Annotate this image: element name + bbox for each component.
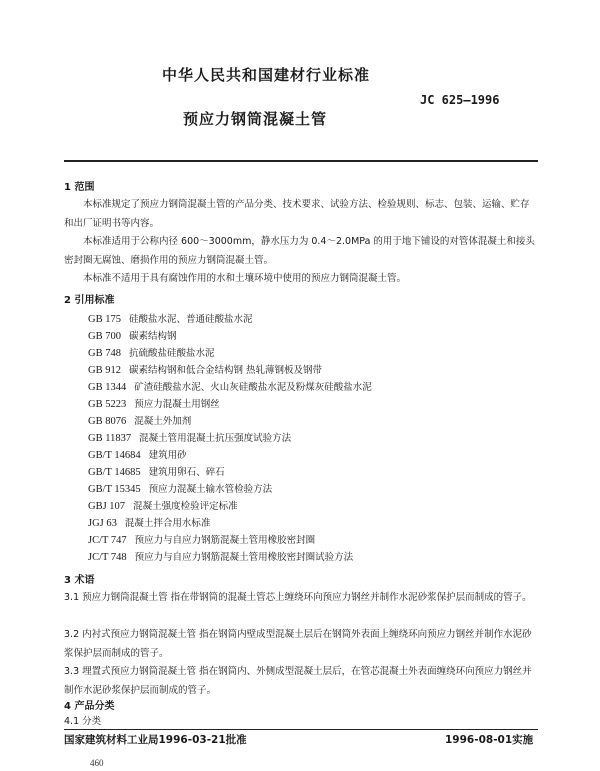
section-3-heading: 3 术语	[64, 575, 95, 586]
section-2-heading: 2 引用标准	[64, 295, 115, 306]
reference-title: 混凝土外加剂	[134, 416, 192, 427]
reference-title: 碳素结构钢	[128, 331, 177, 342]
term-3-2: 3.2 内衬式预应力钢筒混凝土管 指在钢筒内壁成型混凝土层后在钢筒外表面上缠绕环向预应力钢丝并制作水泥砂浆保护层而制成的管子。	[64, 629, 532, 659]
reference-code: JGJ 63	[88, 518, 117, 529]
subsection-4-1: 4.1 分类	[64, 716, 102, 727]
issuing-body: 中华人民共和国建材行业标准	[162, 66, 371, 84]
reference-code: GBJ 107	[88, 501, 126, 512]
reference-code: GB 912	[88, 365, 121, 376]
reference-title: 预应力混凝土用钢丝	[134, 399, 220, 410]
reference-code: GB/T 15345	[88, 484, 141, 495]
reference-code: GB 1344	[88, 382, 127, 393]
reference-item	[88, 481, 272, 495]
reference-title: 抗硫酸盐硅酸盐水泥	[128, 348, 215, 359]
reference-title: 混凝土管用混凝土抗压强度试验方法	[139, 433, 292, 444]
approval-line: 国家建筑材料工业局1996-03-21批准	[64, 734, 247, 746]
section-1-heading: 1 范围	[64, 182, 95, 193]
reference-item	[88, 396, 220, 410]
reference-item	[88, 311, 252, 325]
reference-code: GB 8076	[88, 416, 127, 427]
reference-title: 建筑用砂	[148, 450, 187, 461]
reference-item	[88, 413, 191, 427]
standard-number: JC 625—1996	[420, 93, 500, 107]
reference-item	[88, 328, 176, 342]
reference-code: GB 748	[88, 348, 121, 359]
reference-code: GB 11837	[88, 433, 132, 444]
reference-item	[88, 345, 214, 359]
reference-title: 预应力与自应力钢筋混凝土管用橡胶密封圈	[134, 535, 316, 546]
footer-rule	[64, 729, 538, 730]
reference-title: 混凝土拌合用水标准	[124, 518, 211, 529]
reference-title: 建筑用卵石、碎石	[148, 467, 225, 478]
section-4-heading: 4 产品分类	[64, 701, 115, 712]
reference-item	[88, 532, 315, 546]
reference-title: 矿渣硅酸盐水泥、火山灰硅酸盐水泥及粉煤灰硅酸盐水泥	[134, 382, 372, 393]
term-3-3: 3.3 埋置式预应力钢筒混凝土管 指在钢筒内、外侧成型混凝土层后，在管芯混凝土外表面缠绕环向预应力钢丝并制作水泥砂浆保护层而制成的管子。	[64, 666, 532, 696]
section-1-paragraph-3: 本标准不适用于具有腐蚀作用的水和土壤环境中使用的预应力钢筒混凝土管。	[83, 273, 407, 284]
reference-code: GB/T 14685	[88, 467, 141, 478]
reference-item	[88, 430, 291, 444]
term-3-1: 3.1 预应力钢筒混凝土管 指在带钢筒的混凝土管芯上缠绕环向预应力钢丝并制作水泥砂浆保护层而制成的管子。	[64, 592, 532, 603]
reference-title: 硅酸盐水泥、普通硅酸盐水泥	[128, 314, 253, 325]
reference-item	[88, 362, 322, 376]
reference-item	[88, 447, 187, 461]
header-rule	[64, 160, 538, 162]
reference-title: 预应力混凝土输水管检验方法	[148, 484, 273, 495]
reference-title: 预应力与自应力钢筋混凝土管用橡胶密封圈试验方法	[134, 552, 354, 563]
reference-code: GB/T 14684	[88, 450, 141, 461]
reference-code: JC/T 748	[88, 552, 127, 563]
page-number: 460	[90, 758, 104, 768]
effective-date: 1996-08-01实施	[445, 734, 534, 746]
reference-item	[88, 498, 238, 512]
reference-item	[88, 515, 210, 529]
section-1-paragraph-2: 本标准适用于公称内径 600～3000mm，静水压力为 0.4～2.0MPa 的用于地下铺设的对管体混凝土和接头密封圈无腐蚀、磨损作用的预应力钢筒混凝土管。	[64, 236, 535, 266]
reference-title: 混凝土强度检验评定标准	[133, 501, 238, 512]
reference-code: GB 175	[88, 314, 121, 325]
reference-item	[88, 549, 353, 563]
reference-title: 碳素结构钢和低合金结构钢 热轧薄钢板及钢带	[128, 365, 322, 376]
reference-code: GB 5223	[88, 399, 127, 410]
reference-code: JC/T 747	[88, 535, 127, 546]
section-1-paragraph-1: 本标准规定了预应力钢筒混凝土管的产品分类、技术要求、试验方法、检验规则、标志、包装、运输、贮存和出厂证明书等内容。	[64, 199, 530, 229]
document-title: 预应力钢筒混凝土管	[183, 110, 328, 128]
reference-item	[88, 379, 372, 393]
reference-item	[88, 464, 225, 478]
reference-code: GB 700	[88, 331, 121, 342]
